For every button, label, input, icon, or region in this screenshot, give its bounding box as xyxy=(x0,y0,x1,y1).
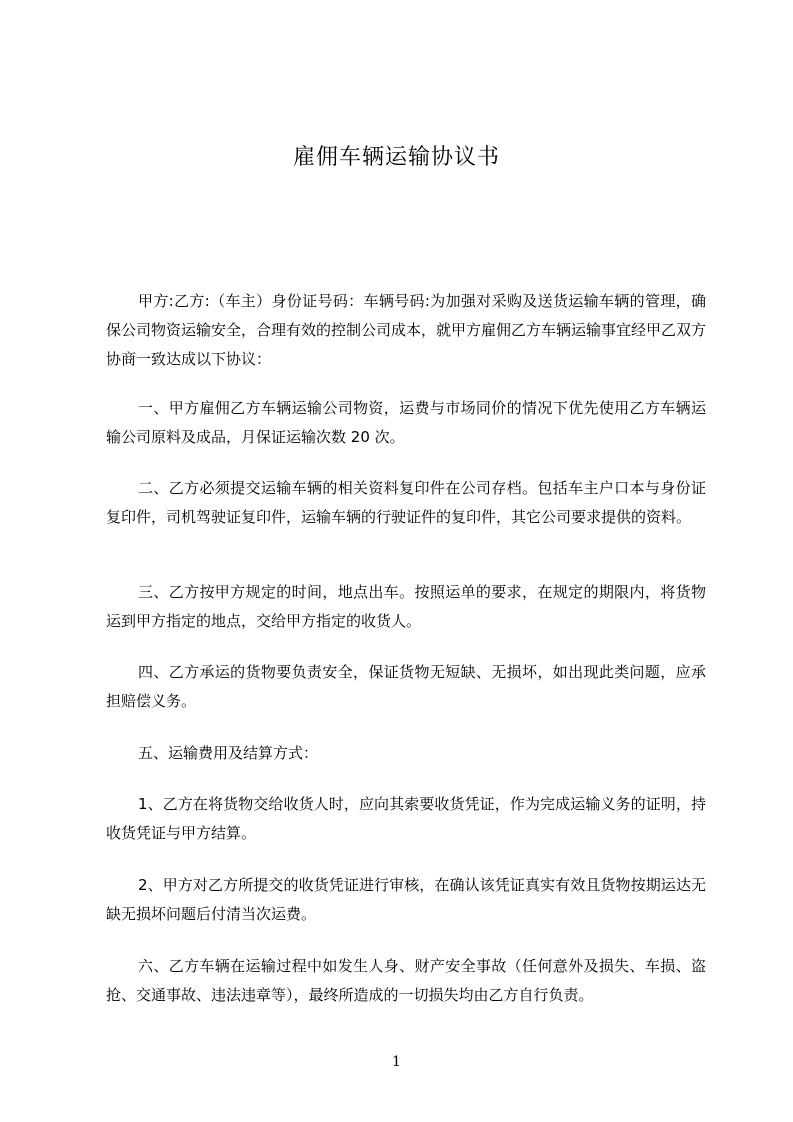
preamble-paragraph: 甲方:乙方:（车主）身份证号码：车辆号码:为加强对采购及送货运输车辆的管理，确保公司物资运输安全，合理有效的控制公司成本，就甲方雇佣乙方车辆运输事宜经甲乙双方协商一致达成以下协议： xyxy=(106,292,707,368)
clause-5-item-1: 1、乙方在将货物交给收货人时，应向其索要收货凭证，作为完成运输义务的证明，持收货凭证与甲方结算。 xyxy=(106,795,706,842)
page-number: 1 xyxy=(392,1054,401,1070)
clause-5-heading: 五、运输费用及结算方式： xyxy=(138,744,319,762)
clause-4-paragraph: 四、乙方承运的货物要负责安全，保证货物无短缺、无损坏，如出现此类问题，应承担赔偿义务。 xyxy=(106,663,706,710)
clause-6-paragraph: 六、乙方车辆在运输过程中如发生人身、财产安全事故（任何意外及损失、车损、盗抢、交通事故、违法违章等），最终所造成的一切损失均由乙方自行负责。 xyxy=(106,957,706,1004)
clause-1-paragraph: 一、甲方雇佣乙方车辆运输公司物资，运费与市场同价的情况下优先使用乙方车辆运输公司原料及成品，月保证运输次数 20 次。 xyxy=(106,399,706,446)
clause-5-item-2: 2、甲方对乙方所提交的收货凭证进行审核，在确认该凭证真实有效且货物按期运达无缺无损坏问题后付清当次运费。 xyxy=(106,876,706,923)
document-title: 雇佣车辆运输协议书 xyxy=(292,145,500,170)
clause-3-paragraph: 三、乙方按甲方规定的时间，地点出车。按照运单的要求，在规定的期限内，将货物运到甲方指定的地点，交给甲方指定的收货人。 xyxy=(106,583,706,630)
clause-2-paragraph: 二、乙方必须提交运输车辆的相关资料复印件在公司存档。包括车主户口本与身份证复印件，司机驾驶证复印件，运输车辆的行驶证件的复印件，其它公司要求提供的资料。 xyxy=(106,479,706,526)
